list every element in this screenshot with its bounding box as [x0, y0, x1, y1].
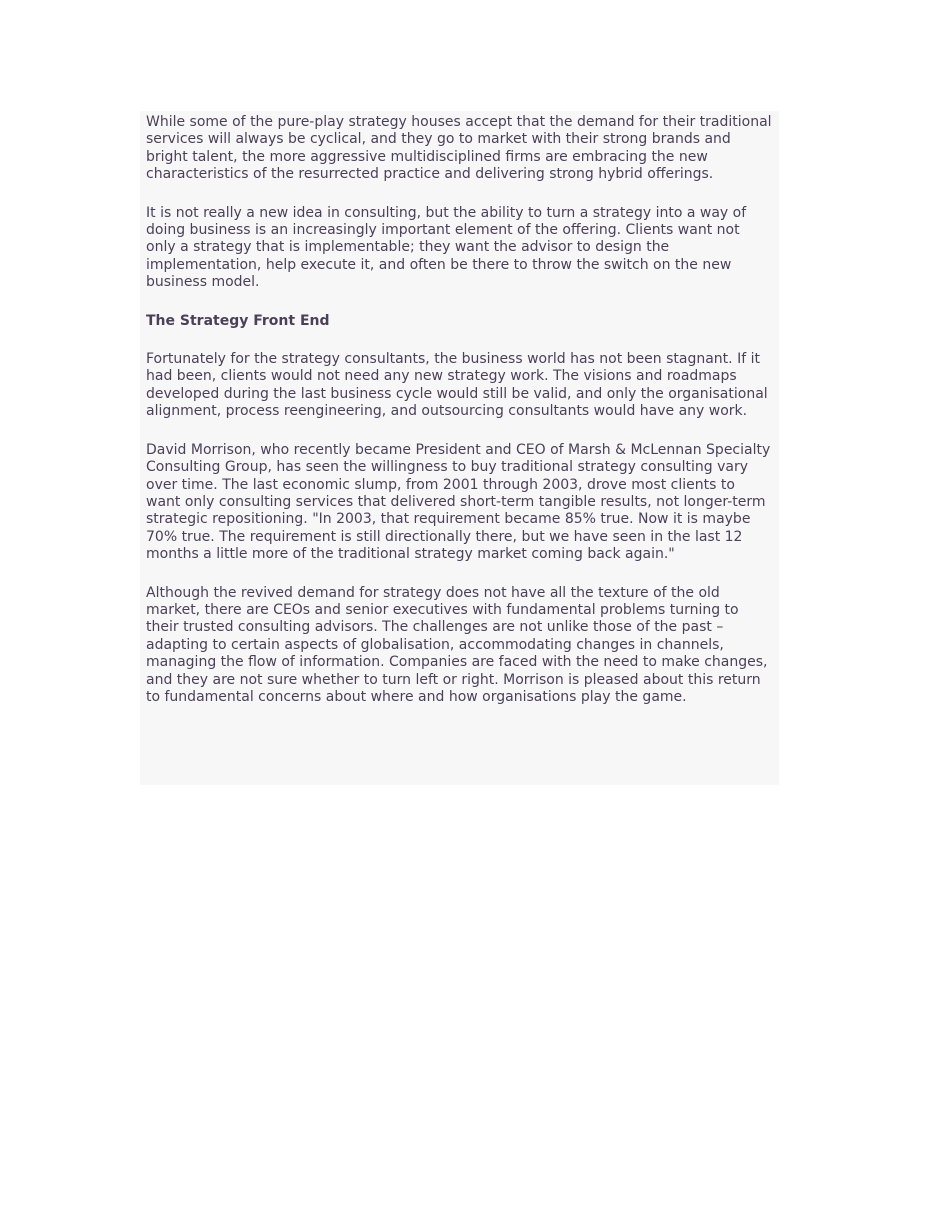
- article-body: [140, 111, 779, 785]
- paragraph-pure-play-strategy: While some of the pure-play strategy houses accept that the demand for their traditional services will always be cyclical, and they go to market with their strong brands and bright talent, the more aggressive multidisciplined firms are embracing the new characteristics of the resurrected practice and delivering strong hybrid offerings.: [146, 114, 772, 183]
- paragraph-revived-demand: Although the revived demand for strategy does not have all the texture of the old market, there are CEOs and senior executives with fundamental problems turning to their trusted consulting advisors. The challenges are not unlike those of the past – adapting to certain aspects of globalisation, accommodating changes in channels, managing the flow of information. Companies are faced with the need to make changes, and they are not sure whether to turn left or right. Morrison is pleased about this return to fundamental concerns about where and how organisations play the game.: [146, 584, 768, 705]
- paragraph-david-morrison: David Morrison, who recently became President and CEO of Marsh & McLennan Specialty Consulting Group, has seen the willingness to buy traditional strategy consulting vary over time. The last economic slump, from 2001 through 2003, drove most clients to want only consulting services that delivered short-term tangible results, not longer-term strategic repositioning. "In 2003, that requirement became 85% true. Now it is maybe 70% true. The requirement is still directionally there, but we have seen in the last 12 months a little more of the traditional strategy market coming back again.": [146, 441, 771, 563]
- section-heading: The Strategy Front End: [146, 312, 330, 329]
- paragraph-new-idea-consulting: It is not really a new idea in consulting, but the ability to turn a strategy into a way of doing business is an increasingly important element of the offering. Clients want not only a strategy that is implementable; they want the advisor to design the implementation, help execute it, and often be there to throw the switch on the new business model.: [146, 204, 747, 291]
- paragraph-business-world: Fortunately for the strategy consultants, the business world has not been stagnant. If it had been, clients would not need any new strategy work. The visions and roadmaps developed during the last business cycle would still be valid, and only the organisational alignment, process reengineering, and outsourcing consultants would have any work.: [146, 351, 768, 420]
